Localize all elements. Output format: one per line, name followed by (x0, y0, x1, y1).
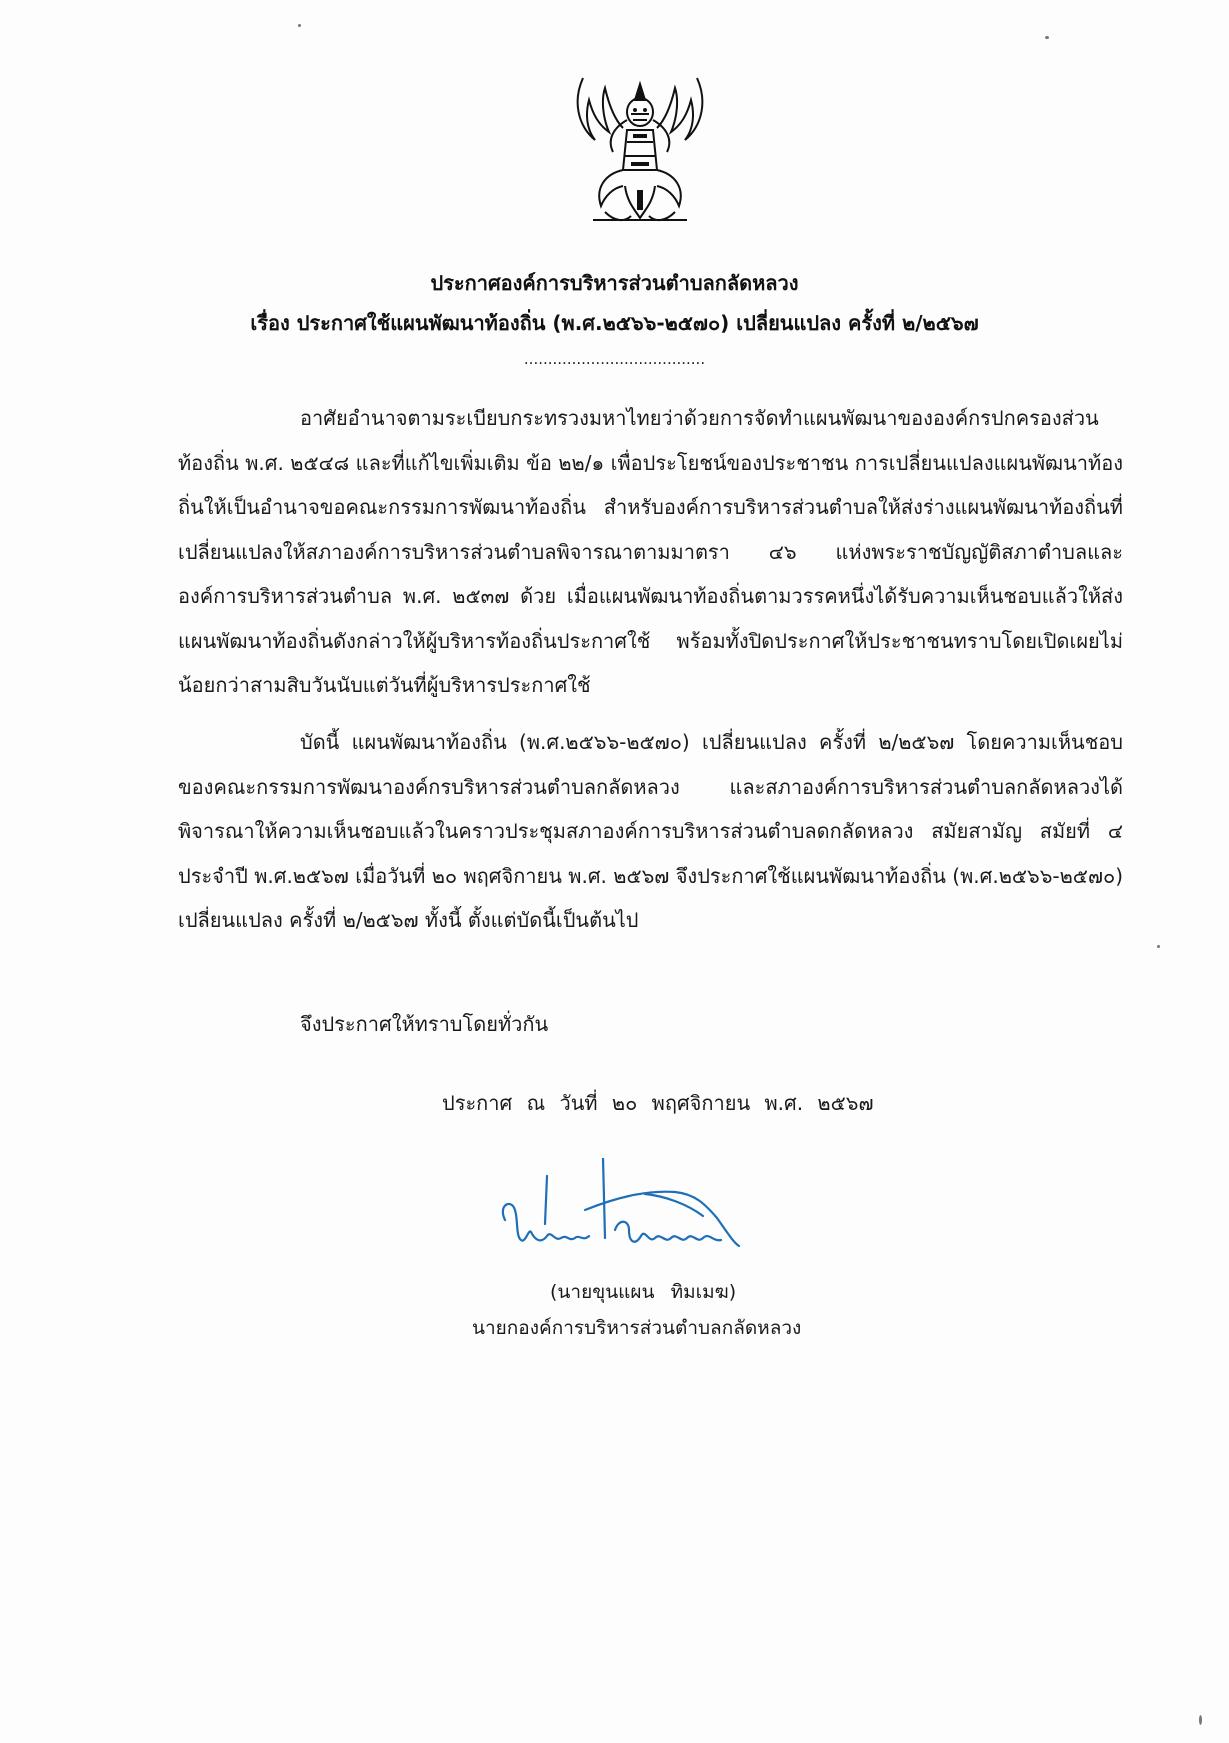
announcement-date: ประกาศ ณ วันที่ ๒๐ พฤศจิกายน พ.ศ. ๒๕๖๗ (442, 1091, 874, 1115)
signer-name: (นายขุนแผน ทิมเมฆ) (550, 1281, 737, 1303)
garuda-emblem-icon (565, 70, 715, 230)
signer-position: นายกองค์การบริหารส่วนตำบลกลัดหลวง (472, 1317, 802, 1339)
announcement-title: ประกาศองค์การบริหารส่วนตำบลกลัดหลวง (430, 271, 799, 295)
closing-statement: จึงประกาศให้ทราบโดยทั่วกัน (300, 1012, 549, 1036)
handwritten-signature (495, 1158, 785, 1278)
scan-speck (1199, 1715, 1202, 1725)
scan-speck (1157, 945, 1160, 948)
scan-speck (298, 24, 301, 27)
title-separator: ...................................... (523, 350, 706, 368)
announcement-subject: เรื่อง ประกาศใช้แผนพัฒนาท้องถิ่น (พ.ศ.๒๕๖๖-๒๕๗๐) เปลี่ยนแปลง ครั้งที่ ๒/๒๕๖๗ (250, 311, 979, 335)
body-paragraph-2: บัดนี้ แผนพัฒนาท้องถิ่น (พ.ศ.๒๕๖๖-๒๕๗๐) เปลี่ยนแปลง ครั้งที่ ๒/๒๕๖๗ โดยความเห็นชอบของคณะกรรมการพัฒนาองค์กรบริหารส่วนตำบลกลัดหลวง และสภาองค์การบริหารส่วนตำบลกลัดหลวงได้พิจารณาให้ความเห็นชอบแล้วในคราวประชุมสภาองค์การบริหารส่วนตำบลดกลัดหลวง สมัยสามัญ สมัยที่ ๔ ประจำปี พ.ศ.๒๕๖๗ เมื่อวันที่ ๒๐ พฤศจิกายน พ.ศ. ๒๕๖๗ จึงประกาศใช้แผนพัฒนาท้องถิ่น (พ.ศ.๒๕๖๖-๒๕๗๐) เปลี่ยนแปลง ครั้งที่ ๒/๒๕๖๗ ทั้งนี้ ตั้งแต่บัดนี้เป็นต้นไป (178, 730, 1123, 932)
body-paragraph-1: อาศัยอำนาจตามระเบียบกระทรวงมหาไทยว่าด้วยการจัดทำแผนพัฒนาขององค์กรปกครองส่วนท้องถิ่น พ.ศ. ๒๕๔๘ และที่แก้ไขเพิ่มเติม ข้อ ๒๒/๑ เพื่อประโยชน์ของประชาชน การเปลี่ยนแปลงแผนพัฒนาท้องถิ่นให้เป็นอำนาจขอคณะกรรมการพัฒนาท้องถิ่น สำหรับองค์การบริหารส่วนตำบลให้ส่งร่างแผนพัฒนาท้องถิ่นที่เปลี่ยนแปลงให้สภาองค์การบริหารส่วนตำบลพิจารณาตามมาตรา ๔๖ แห่งพระราชบัญญัติสภาตำบลและองค์การบริหารส่วนตำบล พ.ศ. ๒๕๓๗ ด้วย เมื่อแผนพัฒนาท้องถิ่นตามวรรคหนึ่งได้รับความเห็นชอบแล้วให้ส่งแผนพัฒนาท้องถิ่นดังกล่าวให้ผู้บริหารท้องถิ่นประกาศใช้ พร้อมทั้งปิดประกาศให้ประชาชนทราบโดยเปิดเผยไม่น้อยกว่าสามสิบวันนับแต่วันที่ผู้บริหารประกาศใช้ (178, 406, 1123, 697)
scan-speck (1045, 36, 1049, 39)
